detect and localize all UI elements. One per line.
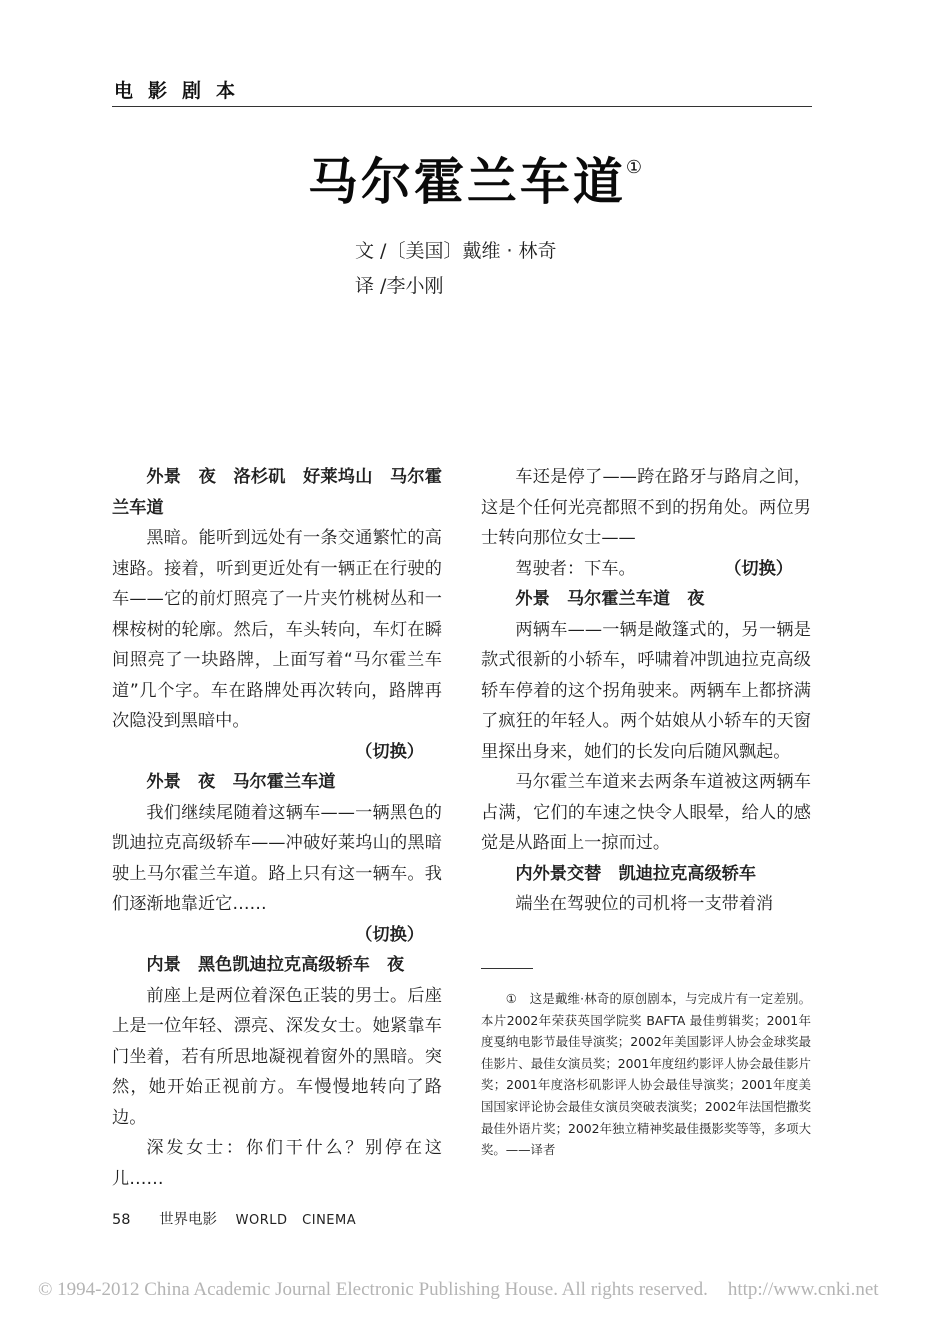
cut-marker: （切换） [355, 741, 424, 762]
article-title [0, 142, 950, 214]
copyright-text: © 1994-2012 China Academic Journal Electronic Publishing House. All rights reserved. [38, 1279, 708, 1300]
dialogue-line: 深发女士：你们干什么？别停在这儿…… [112, 1138, 442, 1189]
scene-heading: 内外景交替 凯迪拉克高级轿车 [515, 863, 757, 884]
body-paragraph: 两辆车——一辆是敞篷式的，另一辆是款式很新的小轿车，呼啸着冲凯迪拉克高级轿车停着的这个拐角驶来。两辆车上都挤满了疯狂的年轻人。两个姑娘从小轿车的天窗里探出身来，她们的长发向后随风飘起。 [481, 619, 811, 762]
title-text: 马尔霍兰车道 [307, 153, 626, 211]
journal-name-cn: 世界电影 [159, 1212, 218, 1228]
folio [112, 1208, 356, 1229]
dialogue-line [481, 554, 811, 585]
driver-line: 驾驶者：下车。 [515, 558, 636, 579]
footnote-text: ① 这是戴维·林奇的原创剧本，与完成片有一定差别。本片2002年荣获英国学院奖 BAFTA 最佳剪辑奖；2001年度戛纳电影节最佳导演奖；2002年美国影评人协会金球奖最佳影片、最佳女演员奖；2001年度纽约影评人协会最佳影片奖；2001年度洛杉矶影评人协会最佳导演奖；2001年度美国国家评论协会最佳女演员突破表演奖；2002年法国恺撒奖最佳外语片奖；2002年独立精神奖最佳摄影奖等等，多项大奖。——译者 [481, 991, 811, 1158]
continued-paragraph: 车还是停了——跨在路牙与路肩之间，这是个任何光亮都照不到的拐角处。两位男士转向那位女士—— [481, 467, 811, 548]
left-column [112, 462, 442, 1194]
copyright-notice [38, 1279, 879, 1301]
cut-marker: （切换） [724, 558, 793, 579]
scene-heading: 外景 夜 马尔霍兰车道 [146, 772, 336, 792]
body-paragraph: 我们继续尾随着这辆车——一辆黑色的凯迪拉克高级轿车——冲破好莱坞山的黑暗驶上马尔霍兰车道。路上只有这一辆车。我们逐渐地靠近它…… [112, 802, 442, 914]
author-credit: 文 /〔美国〕戴维 · 林奇 [355, 240, 557, 262]
scene-heading: 内景 黑色凯迪拉克高级轿车 夜 [146, 955, 405, 975]
translator-credit: 译 /李小刚 [355, 275, 444, 297]
title-footnote-mark[interactable]: ① [625, 157, 643, 178]
footnote [481, 988, 811, 1161]
journal-name-en: WORLD CINEMA [235, 1213, 357, 1228]
body-paragraph: 端坐在驾驶位的司机将一支带着消 [515, 894, 774, 914]
scene-heading: 外景 马尔霍兰车道 夜 [515, 589, 705, 609]
copyright-url[interactable]: http://www.cnki.net [727, 1279, 879, 1300]
cut-marker: （切换） [355, 924, 424, 945]
section-label: 电影剧本 [114, 80, 251, 102]
body-paragraph: 马尔霍兰车道来去两条车道被这两辆车占满，它们的车速之快令人眼晕，给人的感觉是从路面上一掠而过。 [481, 772, 811, 853]
body-paragraph: 黑暗。能听到远处有一条交通繁忙的高速路。接着，听到更近处有一辆正在行驶的车——它的前灯照亮了一片夹竹桃树丛和一棵桉树的轮廓。然后，车头转向，车灯在瞬间照亮了一块路牌，上面写着“马尔霍兰车道”几个字。车在路牌处再次转向，路牌再次隐没到黑暗中。 [112, 528, 442, 731]
body-paragraph: 前座上是两位着深色正装的男士。后座上是一位年轻、漂亮、深发女士。她紧靠车门坐着，若有所思地凝视着窗外的黑暗。突然，她开始正视前方。车慢慢地转向了路边。 [112, 985, 442, 1128]
header-rule [112, 106, 812, 107]
scene-heading: 外景 夜 洛杉矶 好莱坞山 马尔霍兰车道 [112, 467, 442, 518]
footnote-rule [481, 968, 533, 969]
page-number: 58 [112, 1212, 131, 1228]
right-column [481, 462, 811, 920]
